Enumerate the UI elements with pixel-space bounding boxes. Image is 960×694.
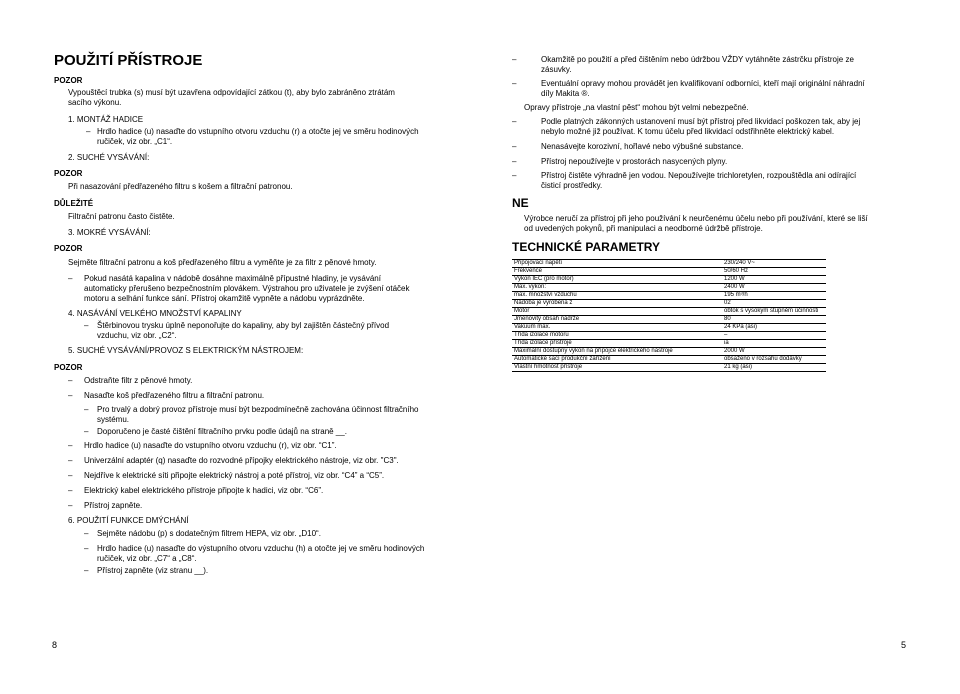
- list-item: Eventuální opravy mohou provádět jen kvalifikovaní odborníci, kteří mají originální náhradní: [541, 79, 865, 88]
- list-item: Přístroj nepoužívejte v prostorách nasycených plyny.: [541, 157, 728, 166]
- dash-marker: –: [68, 391, 73, 400]
- dash-marker: –: [68, 441, 73, 450]
- spec-value: 02: [722, 300, 826, 308]
- dash-marker: –: [68, 376, 73, 385]
- page-number: 5: [901, 640, 907, 650]
- spec-row: [512, 356, 826, 364]
- spec-row: [512, 308, 826, 316]
- spec-value: 50/60 Hz: [722, 268, 826, 276]
- spec-row: [512, 284, 826, 292]
- list-item: Univerzální adaptér (q) nasaďte do rozvodné přípojky elektrického nástroje, viz obr. "C3".: [84, 456, 399, 465]
- list-item: zásuvky.: [541, 65, 572, 74]
- spec-value: 2000 W: [722, 348, 826, 356]
- spec-value: 195 m³/h: [722, 292, 826, 300]
- list-item: Sejměte nádobu (p) s dodatečným filtrem HEPA, viz obr. „D10“.: [97, 529, 321, 538]
- spec-value: ia: [722, 340, 826, 348]
- paragraph: sacího výkonu.: [68, 98, 122, 107]
- list-item: Okamžitě po použití a před čištěním nebo údržbou VŽDY vytáhněte zástrčku přístroje ze: [541, 55, 854, 64]
- list-item: Přístroj čistěte výhradně jen vodou. Nepoužívejte trichloretylen, rozpouštědla ani odírající: [541, 171, 857, 180]
- specs-heading: TECHNICKÉ PARAMETRY: [512, 240, 661, 254]
- list-item: Hrdlo hadice (u) nasaďte do vstupního otvoru vzduchu (r) a otočte jej ve směru hodinových: [97, 127, 419, 136]
- dash-marker: –: [512, 171, 517, 180]
- spec-label: Motor: [512, 308, 722, 316]
- spec-label: Frekvence: [512, 268, 722, 276]
- spec-row: [512, 292, 826, 300]
- dash-marker: –: [512, 55, 517, 64]
- dash-marker: –: [68, 486, 73, 495]
- warning-label: POZOR: [54, 363, 83, 372]
- list-item: ručiček, viz obr. „C1“.: [97, 137, 173, 146]
- spec-label: Výkon IEC (pro motor): [512, 276, 722, 284]
- list-item: Nasaďte koš předřazeného filtru a filtrační patronu.: [84, 391, 265, 400]
- warning-label: POZOR: [54, 169, 83, 178]
- spec-row: [512, 268, 826, 276]
- list-item: Nenasávejte korozivní, hořlavé nebo výbušné substance.: [541, 142, 744, 151]
- spec-row: [512, 300, 826, 308]
- list-item: Elektrický kabel elektrického přístroje připojte k hadici, viz obr. “C6”.: [84, 486, 324, 495]
- list-item: Hrdlo hadice (u) nasaďte do výstupního otvoru vzduchu (h) a otočte jej ve směru hodinových: [97, 544, 425, 553]
- spec-value: obsaženo v rozsahu dodávky: [722, 356, 826, 364]
- list-item: Nejdříve k elektrické síti připojte elektrický nástroj a poté přístroj, viz obr. “C4” a “C5”.: [84, 471, 385, 480]
- dash-marker: –: [86, 127, 91, 136]
- spec-row: [512, 260, 826, 268]
- spec-row: [512, 276, 826, 284]
- spec-label: Maximální dostupný výkon na přípojce elektrického nástroje: [512, 348, 722, 356]
- spec-value: 21 kg (asi): [722, 364, 826, 372]
- step-heading: 3. MOKRÉ VYSÁVÁNÍ:: [68, 228, 151, 237]
- list-item: nebylo možné již používat. K tomu účelu před likvidací odstřihněte elektrický kabel.: [541, 127, 835, 136]
- warning-label: POZOR: [54, 76, 83, 85]
- list-item: Podle platných zákonných ustanovení musí být přístroj před likvidací poškozen tak, aby jej: [541, 117, 861, 126]
- list-item: Štěrbinovou trysku úplně neponořujte do kapaliny, aby byl zajištěn částečný přívod: [97, 321, 390, 330]
- list-item: motoru a selhání funkce sání. Přístroj okamžitě vypněte a nádobu vyprázdněte.: [84, 294, 365, 303]
- dash-marker: –: [84, 427, 89, 436]
- step-heading: 6. POUŽITÍ FUNKCE DMÝCHÁNÍ: [68, 516, 189, 525]
- list-item: automaticky přerušeno bezpečnostním plovákem. Výstrahou pro uživatele je zvýšení otáček: [84, 284, 410, 293]
- section-title: POUŽITÍ PŘÍSTROJE: [54, 52, 203, 69]
- list-item: Doporučeno je časté čištění filtračního prvku podle údajů na straně __.: [97, 427, 347, 436]
- dash-marker: –: [68, 456, 73, 465]
- paragraph: Vypouštěcí trubka (s) musí být uzavřena odpovídající zátkou (t), aby bylo zabráněno ztrátám: [68, 88, 395, 97]
- important-label: DŮLEŽITÉ: [54, 199, 94, 208]
- dash-marker: –: [84, 405, 89, 414]
- spec-value: 230/240 V~: [722, 260, 826, 268]
- spec-label: Připojovací napětí: [512, 260, 722, 268]
- list-item: čisticí prostředky.: [541, 181, 603, 190]
- spec-row: [512, 340, 826, 348]
- dash-marker: –: [84, 321, 89, 330]
- spec-row: [512, 348, 826, 356]
- spec-value: 2400 W: [722, 284, 826, 292]
- dash-marker: –: [68, 501, 73, 510]
- paragraph: Filtrační patronu často čistěte.: [68, 212, 175, 221]
- dash-marker: –: [68, 274, 73, 283]
- list-item: Pro trvalý a dobrý provoz přístroje musí být bezpodmínečně zachována účinnost filtračního: [97, 405, 419, 414]
- spec-label: max. množství vzduchu: [512, 292, 722, 300]
- dash-marker: –: [512, 79, 517, 88]
- list-item: díly Makita ®.: [541, 89, 590, 98]
- step-heading: 1. MONTÁŽ HADICE: [68, 115, 144, 124]
- list-item: Přístroj zapněte.: [84, 501, 143, 510]
- step-heading: 2. SUCHÉ VYSÁVÁNÍ:: [68, 153, 150, 162]
- spec-row: [512, 324, 826, 332]
- dash-marker: –: [512, 142, 517, 151]
- paragraph: Výrobce neručí za přístroj při jeho používání k neurčenému účelu nebo při používání, které se liší: [524, 214, 868, 223]
- spec-label: Jmenovitý obsah nádrže: [512, 316, 722, 324]
- spec-label: Třída izolace přístroje: [512, 340, 722, 348]
- spec-row: [512, 332, 826, 340]
- spec-label: Vakuum max.: [512, 324, 722, 332]
- paragraph: od uvedených pokynů, při manipulaci a neodborné údržbě přístroje.: [524, 224, 763, 233]
- page-number: 8: [52, 640, 58, 650]
- dash-marker: –: [84, 529, 89, 538]
- dash-marker: –: [84, 566, 89, 575]
- list-item: Odstraňte filtr z pěnové hmoty.: [84, 376, 193, 385]
- spec-value: obtok s vysokým stupněm účinnosti: [722, 308, 826, 316]
- list-item: ručiček, viz obr. „C7“ a „C8“.: [97, 554, 197, 563]
- spec-row: [512, 316, 826, 324]
- spec-label: Nádoba je vyrobena z: [512, 300, 722, 308]
- spec-label: Max. výkon:: [512, 284, 722, 292]
- dash-marker: –: [512, 157, 517, 166]
- spec-row: [512, 364, 826, 372]
- spec-value: 1200 W: [722, 276, 826, 284]
- list-item: Pokud nasátá kapalina v nádobě dosáhne maximálně přípustné hladiny, je vysávání: [84, 274, 381, 283]
- ne-label: NE: [512, 196, 529, 210]
- dash-marker: –: [512, 117, 517, 126]
- list-item: Přístroj zapněte (viz stranu __).: [97, 566, 209, 575]
- paragraph: Sejměte filtrační patronu a koš předřazeného filtru a vyměňte je za filtr z pěnové hmoty.: [68, 258, 377, 267]
- spec-label: Automatické sací produkční zařízení: [512, 356, 722, 364]
- specs-table: [512, 259, 826, 372]
- spec-value: –: [722, 332, 826, 340]
- paragraph: Při nasazování předřazeného filtru s košem a filtrační patronou.: [68, 182, 293, 191]
- warning-label: POZOR: [54, 244, 83, 253]
- spec-label: Třída izolace motoru: [512, 332, 722, 340]
- paragraph: Opravy přístroje „na vlastní pěst“ mohou být velmi nebezpečné.: [524, 103, 749, 112]
- dash-marker: –: [84, 544, 89, 553]
- spec-value: 24 KPa (asi): [722, 324, 826, 332]
- list-item: systému.: [97, 415, 130, 424]
- list-item: Hrdlo hadice (u) nasaďte do vstupního otvoru vzduchu (r), viz obr. “C1”.: [84, 441, 337, 450]
- list-item: vzduchu, viz obr. „C2“.: [97, 331, 177, 340]
- step-heading: 4. NASÁVÁNÍ VELKÉHO MNOŽSTVÍ KAPALINY: [68, 309, 242, 318]
- dash-marker: –: [68, 471, 73, 480]
- spec-value: 80: [722, 316, 826, 324]
- step-heading: 5. SUCHÉ VYSÁVÁNÍ/PROVOZ S ELEKTRICKÝM NÁSTROJEM:: [68, 346, 304, 355]
- spec-label: Vlastní hmotnost přístroje: [512, 364, 722, 372]
